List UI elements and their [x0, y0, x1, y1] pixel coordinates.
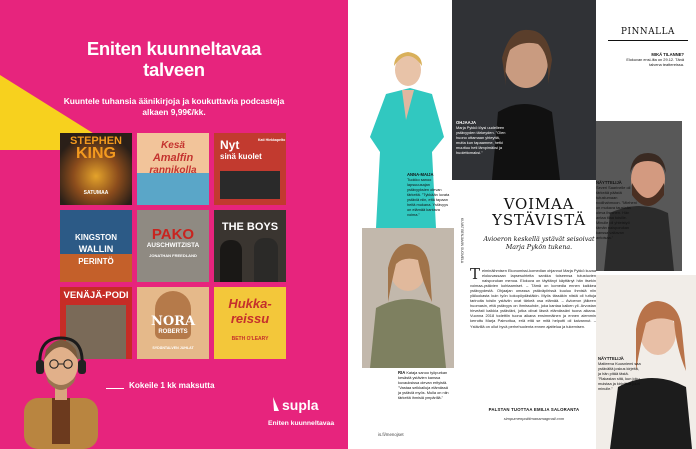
cover-the-boys[interactable]: THE BOYS	[214, 210, 286, 282]
supla-logo-text[interactable]: supla	[282, 397, 319, 413]
section-divider	[608, 40, 688, 41]
caption-nayttelija-1-title: NÄYTTELIJÄ	[596, 180, 622, 185]
caption-ohjaaja-title: OHJAAJA	[456, 120, 477, 125]
page-footer[interactable]: is.fi/menojset	[378, 432, 404, 437]
caption-ohjaaja-text: Marja Pykkö löysi uudelleen ystävyyden tärkeyden. "Olen huono ottamaan yhteyttä, mutta kun tapaamme, hetki muuttuu heti lämpimäksi ja huolettomaksi."	[456, 125, 506, 155]
article-dropcap: T	[470, 265, 481, 283]
ad-subtitle	[48, 96, 300, 118]
caption-nayttelija-1	[596, 180, 640, 240]
caption-nayttelija-2-title: NÄYTTELIJÄ	[598, 356, 624, 361]
ad-subtitle-line-1: Kuuntele tuhansia äänikirjoja ja koukuttavia podcasteja	[63, 96, 285, 106]
article-body	[470, 265, 596, 329]
cover-venaja-podi[interactable]: VENÄJÄ-PODI	[60, 287, 132, 359]
caption-nayttelija-2	[598, 356, 642, 391]
section-title: PINNALLA	[621, 27, 675, 37]
article-headline	[484, 196, 594, 228]
ad-title-line-2: talveen	[143, 59, 205, 80]
caption-nayttelija-1-text: Severi Saarinelle oli tärkeää päästä tutustumaan roolihahmoon. "Mieheni on mukava taustalla oleva ihminen. Hän antaa tilaa toisille. Minulle oli yhteistyö tämän naisporukan kanssa valtavan antoisaa."	[596, 185, 637, 240]
caption-ria	[398, 370, 450, 400]
photo-credit-vertical: KUVAT BENJAMIN SUOMELA	[460, 218, 464, 264]
trial-cta-text[interactable]: Kokeile 1 kk maksutta	[129, 381, 215, 390]
caption-mika-tilanne	[624, 52, 684, 67]
man-with-headphones-image	[16, 330, 106, 449]
headline-line-2: YSTÄVISTÄ	[492, 211, 586, 229]
ad-title-line-1: Eniten kuunneltavaa	[86, 38, 262, 59]
caption-anna-maija	[407, 172, 453, 217]
article-credit-email[interactable]: simpumenpoiitimanamagmail.com	[503, 416, 565, 421]
ad-subtitle-line-2: alkaen 9,99€/kk.	[142, 107, 206, 117]
caption-anna-maija-title: ANNA-MAIJA	[407, 172, 434, 177]
caption-mika-title: MIKÄ TILANNE?	[651, 52, 684, 57]
caption-ohjaaja	[456, 120, 506, 155]
cover-kingston-wallin-perinto[interactable]: KINGSTON WALLIN PERINTÖ	[60, 210, 132, 282]
photo-ria	[362, 228, 454, 368]
caption-ria-title: RIA	[398, 370, 406, 375]
cover-kesa-amalfin-rannikolla[interactable]: Kesä Amalfin rannikolla	[137, 133, 209, 205]
article-deck: Avioeron keskellä ystävät seisoivat Marja Pykön tukena.	[483, 236, 595, 251]
ad-title	[40, 38, 308, 80]
article-body-text: eiminäihmisen Ekonomissi-komedian ohjannut Marja Pykkö kuvaa elokuvassaan lapsesuhteita sankka toiseensa tutustuvien naisporukan menoa. Elokuva on täyttänyt käyttänyt hän itsekin voimaa-ystävien kohtaamiset. – Tämä on komedia ennen kaikkea ystävyydestä. Ohjaajan omassa ystäväpiirissä kuuluu ihmisiä niin yläluokasta kuin työn kokopöydästäkin. Myös tässäkin niistä oli tuttuja tarinoita toisiin ystäviin ovat tärkeä osa elämää. – Avioeron jälkeen huomasin, että ystävyys on ihmissuhde, joka kantaa kaiken yli. Arvostan hirveästi kaikkia ystäviäni, jotka olivat läsnä elämässäni tuona aikana. Vuonna 2018 todettiin tuona aikana ensimmäinen ja ennen aiemmin kerrottu Marja Palmottua, eriä että se mitä helpotti oli kaivannut. – Ystävillä on ollut hyvä perhehuolenta ennen ajattelua ja tukemisen.	[470, 268, 596, 329]
cover-pako-auschwitzista[interactable]: PAKO AUSCHWITZISTA JONATHAN FREEDLAND	[137, 210, 209, 282]
article-credit: PALSTAN TUOTTAA EMILIA SALORANTA	[488, 407, 580, 412]
cover-nyt-sina-kuolet[interactable]: Nyt sinä kuolet Kati Hiekkapelto	[214, 133, 286, 205]
caption-nayttelija-2-text: Matleena Kuusniemi saa ystävältä joskus kirjeitä, ja hän pitää tästä. "Rakastan sitä, kun joku muistaa ja kirjoittaa juuri minulle."	[598, 361, 641, 391]
headline-line-1: VOIMAA	[503, 195, 575, 213]
cover-hukkareissu[interactable]: Hukka- reissu BETH O'LEARY	[214, 287, 286, 359]
cover-stephen-king[interactable]: STEPHEN KING SATUMAA	[60, 133, 132, 205]
caption-mika-text: Elokuvan ensi-ilta on 29.12. Tänä talvena teattereissa.	[626, 57, 684, 67]
caption-anna-maija-text: Tuokko sanoo lapsuuusajan ystävyyksien olevan tärkeitä. "Tykkään luvata ystäviä niin, että tapaan heitä mukana. Ystävyys on elämää kantava voima."	[407, 177, 450, 217]
cover-nora-roberts[interactable]: NORA ROBERTS SYDÄNTALVEN JUHLAT	[137, 287, 209, 359]
caption-ria-text: Kataja sanoo työpurkan kesästä ystävien kanssa kuvauksissa olevan erityistä. "Vastaa seikkailuja elämässä ja ystäviä myös. Mulla on niin tärkeitä ihmisiä ympärillä."	[398, 370, 449, 400]
cta-pointer-line	[106, 388, 124, 389]
supla-tagline: Eniten kuunneltavaa	[268, 420, 335, 427]
